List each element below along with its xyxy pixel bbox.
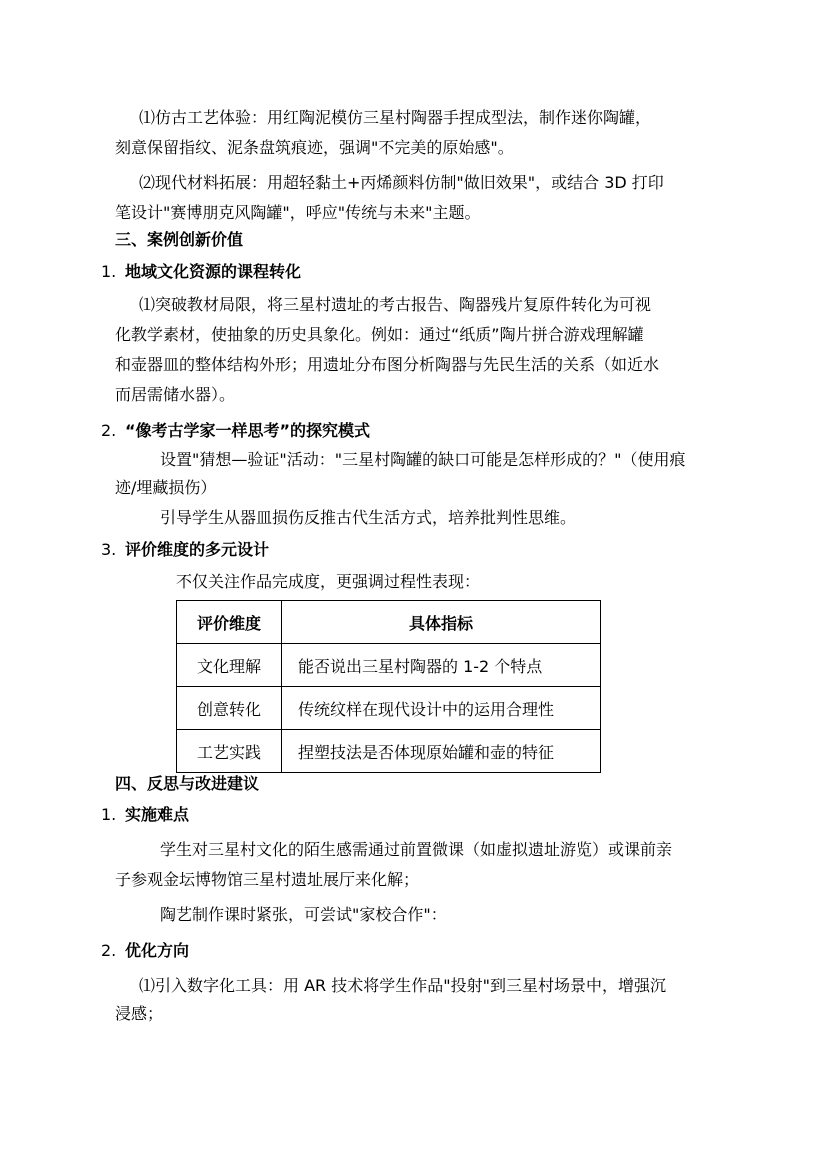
section-heading: 四、反思与改进建议 bbox=[115, 774, 260, 793]
paragraph-line: 学生对三星村文化的陌生感需通过前置微课（如虚拟遗址游览）或课前亲 bbox=[160, 840, 673, 859]
table-cell: 工艺实践 bbox=[177, 730, 282, 773]
table-row bbox=[177, 644, 601, 687]
table-cell: 传统纹样在现代设计中的运用合理性 bbox=[282, 687, 601, 730]
table-header-row bbox=[177, 601, 601, 644]
paragraph-line: ⑵现代材料拓展：用超轻黏土+丙烯颜料仿制"做旧效果"，或结合 3D 打印 bbox=[139, 173, 664, 192]
list-number: 1. bbox=[101, 262, 117, 281]
list-number: 2. bbox=[101, 941, 117, 960]
table-cell: 文化理解 bbox=[177, 644, 282, 687]
paragraph-line: 而居需储水器）。 bbox=[115, 385, 236, 404]
paragraph-line: 设置"猜想—验证"活动："三星村陶罐的缺口可能是怎样形成的？"（使用痕 bbox=[160, 450, 686, 469]
subsection-title: 评价维度的多元设计 bbox=[125, 540, 270, 559]
paragraph-line: 迹/埋藏损伤） bbox=[115, 478, 217, 497]
paragraph-line: 不仅关注作品完成度，更强调过程性表现： bbox=[176, 572, 481, 591]
paragraph-line: 化教学素材，使抽象的历史具象化。例如：通过“纸质”陶片拼合游戏理解罐 bbox=[115, 325, 644, 344]
paragraph-line: 引导学生从器皿损伤反推古代生活方式，培养批判性思维。 bbox=[160, 508, 577, 527]
paragraph-line: 浸感； bbox=[115, 1004, 164, 1023]
section-heading: 三、案例创新价值 bbox=[115, 230, 244, 249]
paragraph-line: ⑴突破教材局限，将三星村遗址的考古报告、陶器残片复原件转化为可视 bbox=[139, 295, 652, 314]
table-cell: 创意转化 bbox=[177, 687, 282, 730]
subsection-title: 优化方向 bbox=[125, 941, 190, 960]
paragraph-line: 刻意保留指纹、泥条盘筑痕迹，强调"不完美的原始感"。 bbox=[115, 138, 514, 157]
list-number: 1. bbox=[101, 805, 117, 824]
paragraph-line: 笔设计"赛博朋克风陶罐"，呼应"传统与未来"主题。 bbox=[115, 203, 481, 222]
paragraph-line: ⑴引入数字化工具：用 AR 技术将学生作品"投射"到三星村场景中，增强沉 bbox=[139, 976, 666, 995]
table-cell: 捏塑技法是否体现原始罐和壶的特征 bbox=[282, 730, 601, 773]
table-row bbox=[177, 687, 601, 730]
table-header-cell: 评价维度 bbox=[177, 601, 282, 644]
subsection-title: 实施难点 bbox=[125, 805, 190, 824]
subsection-title: 地域文化资源的课程转化 bbox=[125, 262, 302, 281]
list-number: 2. bbox=[101, 421, 117, 440]
list-number: 3. bbox=[101, 540, 117, 559]
table-header-cell: 具体指标 bbox=[282, 601, 601, 644]
paragraph-line: 和壶器皿的整体结构外形；用遗址分布图分析陶器与先民生活的关系（如近水 bbox=[115, 355, 660, 374]
paragraph-line: ⑴仿古工艺体验：用红陶泥模仿三星村陶器手捏成型法，制作迷你陶罐， bbox=[139, 108, 652, 127]
evaluation-table bbox=[176, 600, 601, 773]
table-row bbox=[177, 730, 601, 773]
subsection-title: “像考古学家一样思考”的探究模式 bbox=[125, 421, 371, 440]
table-cell: 能否说出三星村陶器的 1-2 个特点 bbox=[282, 644, 601, 687]
paragraph-line: 子参观金坛博物馆三星村遗址展厅来化解； bbox=[115, 870, 420, 889]
paragraph-line: 陶艺制作课时紧张，可尝试"家校合作"： bbox=[160, 905, 447, 924]
